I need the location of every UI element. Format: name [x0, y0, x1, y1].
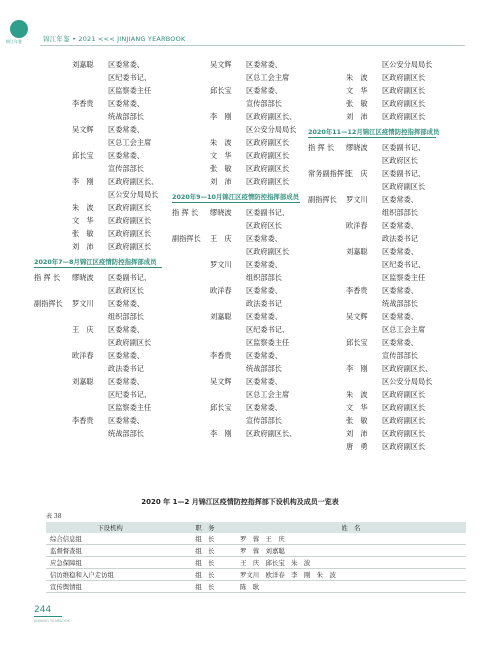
member-name: 吴文辉 [210, 377, 232, 386]
member-line [172, 219, 312, 232]
member-name: 张 敏 [346, 99, 368, 108]
member-name: 欧洋春 [72, 351, 94, 360]
member-role: 区监察委主任 [108, 403, 152, 412]
member-name: 文 华 [210, 151, 232, 160]
member-name: 李香贵 [72, 99, 94, 108]
member-role: 区委常委、 [382, 312, 418, 321]
cell-names: 罗 蓉 王 庆 [236, 533, 466, 545]
member-role: 区委常委、 [108, 351, 144, 360]
member-name: 李 刚 [210, 429, 232, 438]
member-role: 区委副书记、 [382, 143, 426, 152]
section-members-sep-oct [172, 206, 312, 440]
member-role: 政法委书记 [382, 234, 418, 243]
member-role: 区委常委、 [382, 247, 418, 256]
member-role: 区委常委、 [382, 338, 418, 347]
member-line [34, 188, 174, 201]
member-role: 区委常委、 [108, 125, 144, 134]
section-divider [308, 137, 436, 138]
cell-agency: 综合信息组 [46, 533, 174, 545]
member-line [308, 362, 448, 375]
member-role: 区监察委主任 [246, 338, 290, 347]
member-position: 常务副指挥长 [308, 169, 352, 178]
member-name: 吴文辉 [210, 60, 232, 69]
footer-divider [34, 616, 62, 617]
member-role: 区委副书记、 [108, 273, 152, 282]
member-name: 文 华 [72, 216, 94, 225]
member-name: 李 刚 [210, 112, 232, 121]
header-title: 锦江年鉴 • 2021 <<< JINJIANG YEARBOOK [43, 35, 186, 43]
member-line [308, 310, 448, 323]
member-line [172, 245, 312, 258]
member-line [172, 110, 312, 123]
member-name: 缪晓波 [210, 208, 232, 217]
member-role: 区政府副区长 [246, 151, 290, 160]
member-role: 区政府副区长 [108, 229, 152, 238]
column-3 [308, 58, 448, 453]
member-line [34, 149, 174, 162]
member-line [308, 219, 448, 232]
member-role: 区总工会主席 [382, 325, 426, 334]
member-role: 区委常委、 [108, 99, 144, 108]
footer-text: JINJIANG YEARBOOK [34, 619, 70, 623]
member-line [308, 58, 448, 71]
member-role: 区委常委、 [246, 403, 282, 412]
member-line [34, 362, 174, 375]
member-role: 区政府副区长 [108, 338, 152, 347]
member-line [34, 414, 174, 427]
column-header-names: 姓 名 [236, 522, 466, 533]
member-role: 区委常委、 [246, 86, 282, 95]
header-divider [40, 45, 465, 46]
member-role: 区监察委主任 [108, 86, 152, 95]
member-name: 刘 沛 [210, 177, 232, 186]
member-line [172, 71, 312, 84]
member-name: 张 敏 [346, 416, 368, 425]
member-line [34, 271, 174, 284]
member-line [308, 414, 448, 427]
member-role: 区委常委、 [246, 260, 282, 269]
member-line [34, 401, 174, 414]
member-role: 区委副书记、 [382, 169, 426, 178]
member-name: 朱 波 [210, 138, 232, 147]
member-line [172, 323, 312, 336]
cell-position: 组 长 [174, 533, 236, 545]
column-header-position: 职 务 [174, 522, 236, 533]
member-role: 区委常委、 [108, 416, 144, 425]
section-divider [172, 202, 300, 203]
member-role: 政法委书记 [108, 364, 144, 373]
column-header-agency: 下设机构 [46, 522, 174, 533]
member-role: 区委常委、 [246, 312, 282, 321]
table-row [46, 557, 466, 569]
member-position: 副指挥长 [34, 299, 63, 308]
section-members-jul-aug [34, 271, 174, 440]
member-line [34, 297, 174, 310]
member-name: 李香贵 [346, 286, 368, 295]
member-line [308, 84, 448, 97]
member-role: 宣传部部长 [246, 99, 282, 108]
member-name: 李香贵 [210, 351, 232, 360]
member-position: 指 挥 长 [34, 273, 61, 282]
member-role: 区政府副区长 [382, 99, 426, 108]
member-role: 区政府副区长 [108, 242, 152, 251]
cell-agency: 应急保障组 [46, 557, 174, 569]
member-role: 宣传部部长 [108, 164, 144, 173]
member-role: 统战部部长 [382, 299, 418, 308]
member-line [172, 123, 312, 136]
member-line [308, 193, 448, 206]
table-body [46, 533, 466, 593]
member-line [34, 175, 174, 188]
member-line [172, 427, 312, 440]
member-line [172, 349, 312, 362]
member-role: 区纪委书记、 [108, 73, 152, 82]
member-name: 罗文川 [210, 260, 232, 269]
member-line [172, 58, 312, 71]
member-role: 宣传部部长 [382, 351, 418, 360]
table-row [46, 581, 466, 593]
member-line [308, 245, 448, 258]
member-role: 区政府副区长 [108, 203, 152, 212]
member-line [172, 401, 312, 414]
member-name: 刘 沛 [72, 242, 94, 251]
table-row [46, 545, 466, 557]
member-role: 区政府副区长 [246, 247, 290, 256]
member-line [172, 258, 312, 271]
member-line [34, 97, 174, 110]
member-name: 刘嘉聪 [72, 377, 94, 386]
member-name: 刘嘉聪 [72, 60, 94, 69]
cell-names: 罗文川 欧洋春 李 刚 朱 波 [236, 569, 466, 581]
member-line [172, 375, 312, 388]
member-role: 区纪委书记、 [108, 390, 152, 399]
member-name: 王 庆 [210, 234, 232, 243]
member-role: 区委常委、 [108, 325, 144, 334]
member-list [34, 58, 174, 253]
member-line [34, 136, 174, 149]
logo-text: 锦江年鉴 [6, 39, 22, 44]
member-line [172, 414, 312, 427]
member-line [172, 162, 312, 175]
member-line [308, 167, 448, 180]
member-role: 区政府区长 [382, 156, 418, 165]
member-name: 邱长宝 [210, 403, 232, 412]
member-line [172, 362, 312, 375]
member-line [34, 84, 174, 97]
member-role: 区政府副区长 [382, 86, 426, 95]
table-header-row [46, 522, 466, 533]
member-role: 统战部部长 [108, 112, 144, 121]
member-name: 李香贵 [72, 416, 94, 425]
member-position: 副指挥长 [172, 234, 201, 243]
member-role: 区政府区长 [108, 286, 144, 295]
member-line [308, 349, 448, 362]
member-role: 组织部部长 [108, 312, 144, 321]
member-line [34, 427, 174, 440]
member-role: 统战部部长 [108, 429, 144, 438]
member-name: 朱 波 [346, 73, 368, 82]
member-role: 区委常委、 [108, 60, 144, 69]
member-role: 区委常委、 [246, 286, 282, 295]
member-role: 区监察委主任 [382, 273, 426, 282]
member-role: 区总工会主席 [246, 390, 290, 399]
member-line [308, 440, 448, 453]
cell-names: 王 庆 邱长宝 朱 波 [236, 557, 466, 569]
member-line [172, 284, 312, 297]
member-line [308, 388, 448, 401]
member-role: 区委常委、 [246, 377, 282, 386]
member-list [172, 58, 312, 188]
member-line [34, 336, 174, 349]
member-line [308, 401, 448, 414]
member-role: 统战部部长 [246, 364, 282, 373]
cell-agency: 监督督查组 [46, 545, 174, 557]
member-position: 指 挥 长 [172, 208, 199, 217]
member-line [34, 349, 174, 362]
member-line [172, 336, 312, 349]
member-name: 罗文川 [346, 195, 368, 204]
member-name: 吴文辉 [346, 312, 368, 321]
member-name: 缪晓波 [346, 143, 368, 152]
member-name: 欧洋春 [346, 221, 368, 230]
member-line [308, 154, 448, 167]
member-line [34, 71, 174, 84]
member-role: 政法委书记 [246, 299, 282, 308]
member-line [172, 271, 312, 284]
table-row [46, 569, 466, 581]
table-row [46, 533, 466, 545]
member-role: 区委常委、 [382, 221, 418, 230]
member-line [308, 206, 448, 219]
member-role: 区公安分局局长 [382, 60, 433, 69]
column-2 [172, 58, 312, 440]
member-line [308, 297, 448, 310]
member-line [308, 323, 448, 336]
member-name: 李 刚 [346, 364, 368, 373]
cell-position: 组 长 [174, 545, 236, 557]
member-line [34, 110, 174, 123]
member-role: 区政府副区长 [246, 138, 290, 147]
member-role: 区总工会主席 [246, 73, 290, 82]
member-line [308, 271, 448, 284]
member-line [172, 97, 312, 110]
member-line [34, 162, 174, 175]
member-role: 区政府副区长 [382, 416, 426, 425]
cell-names: 陈 耿 [236, 581, 466, 593]
member-line [308, 180, 448, 193]
member-line [308, 232, 448, 245]
member-name: 罗文川 [72, 299, 94, 308]
member-name: 李 刚 [72, 177, 94, 186]
member-line [308, 375, 448, 388]
cell-position: 组 长 [174, 569, 236, 581]
member-name: 朱 波 [346, 390, 368, 399]
member-line [172, 84, 312, 97]
member-name: 邱长宝 [346, 338, 368, 347]
member-role: 区纪委书记、 [246, 325, 290, 334]
member-name: 刘 沛 [346, 429, 368, 438]
member-role: 区政府副区长 [382, 390, 426, 399]
member-role: 区政府副区长 [246, 164, 290, 173]
member-name: 唐 勇 [346, 442, 368, 451]
table-label: 表 38 [46, 513, 62, 520]
member-role: 区政府副区长 [382, 112, 426, 121]
member-line [34, 58, 174, 71]
member-role: 区政府副区长 [382, 182, 426, 191]
member-name: 刘 沛 [346, 112, 368, 121]
member-name: 邱长宝 [72, 151, 94, 160]
member-line [34, 123, 174, 136]
member-line [172, 149, 312, 162]
cell-position: 组 长 [174, 581, 236, 593]
member-line [308, 336, 448, 349]
member-line [308, 258, 448, 271]
member-line [34, 201, 174, 214]
member-name: 邱长宝 [210, 86, 232, 95]
member-line [34, 388, 174, 401]
cell-agency: 宣传舆情组 [46, 581, 174, 593]
member-list [308, 58, 448, 123]
section-members-nov-dec [308, 141, 448, 453]
cell-agency: 信访维稳和入户走访组 [46, 569, 174, 581]
member-role: 区政府副区长 [382, 403, 426, 412]
member-line [172, 206, 312, 219]
member-name: 文 华 [346, 86, 368, 95]
table-title: 2020 年 1—2 月锦江区疫情防控指挥部下设机构及成员一览表 [141, 498, 339, 506]
member-name: 刘嘉聪 [210, 312, 232, 321]
member-name: 张 敏 [210, 164, 232, 173]
member-line [308, 284, 448, 297]
member-role: 区委常委、 [246, 234, 282, 243]
yearbook-logo-icon [10, 20, 28, 38]
member-role: 组织部部长 [382, 208, 418, 217]
member-role: 区公安分局局长 [246, 125, 297, 134]
cell-names: 罗 蓉 刘嘉聪 [236, 545, 466, 557]
member-position: 指 挥 长 [308, 143, 335, 152]
cell-position: 组 长 [174, 557, 236, 569]
member-line [34, 375, 174, 388]
member-line [34, 214, 174, 227]
member-role: 区政府副区长、 [108, 177, 159, 186]
member-role: 区政府副区长 [382, 442, 426, 451]
member-name: 欧洋春 [210, 286, 232, 295]
member-role: 区委常委、 [382, 195, 418, 204]
member-role: 区委常委、 [382, 286, 418, 295]
member-role: 组织部部长 [246, 273, 282, 282]
section-divider [34, 267, 162, 268]
member-line [172, 175, 312, 188]
section-title-nov-dec: 2020年11—12月锦江区疫情防控指挥部成员 [308, 128, 440, 136]
member-line [172, 136, 312, 149]
column-1 [34, 58, 174, 440]
page-header [0, 0, 480, 52]
member-line [34, 310, 174, 323]
member-role: 区政府副区长 [108, 216, 152, 225]
member-name: 文 华 [346, 403, 368, 412]
member-line [172, 297, 312, 310]
member-name: 朱 波 [72, 203, 94, 212]
member-line [308, 97, 448, 110]
member-role: 区委常委、 [108, 151, 144, 160]
member-name: 刘嘉聪 [346, 247, 368, 256]
member-role: 区政府区长 [246, 221, 282, 230]
member-role: 区政府副区长 [382, 429, 426, 438]
member-role: 区政府副区长、 [246, 429, 297, 438]
member-line [308, 427, 448, 440]
sub-agency-table [46, 522, 466, 593]
member-role: 区总工会主席 [108, 138, 152, 147]
member-name: 王 庆 [346, 169, 368, 178]
member-role: 区政府副区长、 [246, 112, 297, 121]
member-role: 区纪委书记、 [382, 260, 426, 269]
member-role: 区政府副区长 [246, 177, 290, 186]
member-line [308, 110, 448, 123]
member-line [308, 141, 448, 154]
member-name: 王 庆 [72, 325, 94, 334]
member-name: 张 敏 [72, 229, 94, 238]
member-role: 宣传部部长 [246, 416, 282, 425]
member-line [172, 310, 312, 323]
member-role: 区委副书记、 [246, 208, 290, 217]
member-role: 区政府副区长、 [382, 364, 433, 373]
member-line [172, 388, 312, 401]
member-role: 区公安分局局长 [108, 190, 159, 199]
member-name: 缪晓波 [72, 273, 94, 282]
member-line [172, 232, 312, 245]
member-line [308, 71, 448, 84]
member-name: 吴文辉 [72, 125, 94, 134]
member-role: 区政府副区长 [382, 73, 426, 82]
member-line [34, 323, 174, 336]
section-title-jul-aug: 2020年7—8月锦江区疫情防控指挥部成员 [34, 258, 157, 266]
member-role: 区公安分局局长 [382, 377, 433, 386]
member-position: 副指挥长 [308, 195, 337, 204]
member-role: 区委常委、 [108, 377, 144, 386]
member-line [34, 227, 174, 240]
page-number: 244 [34, 605, 52, 615]
member-role: 区委常委、 [246, 60, 282, 69]
member-line [34, 240, 174, 253]
member-role: 区委常委、 [246, 351, 282, 360]
member-line [34, 284, 174, 297]
section-title-sep-oct: 2020年9—10月锦江区疫情防控指挥部成员 [172, 193, 299, 201]
member-role: 区委常委、 [108, 299, 144, 308]
